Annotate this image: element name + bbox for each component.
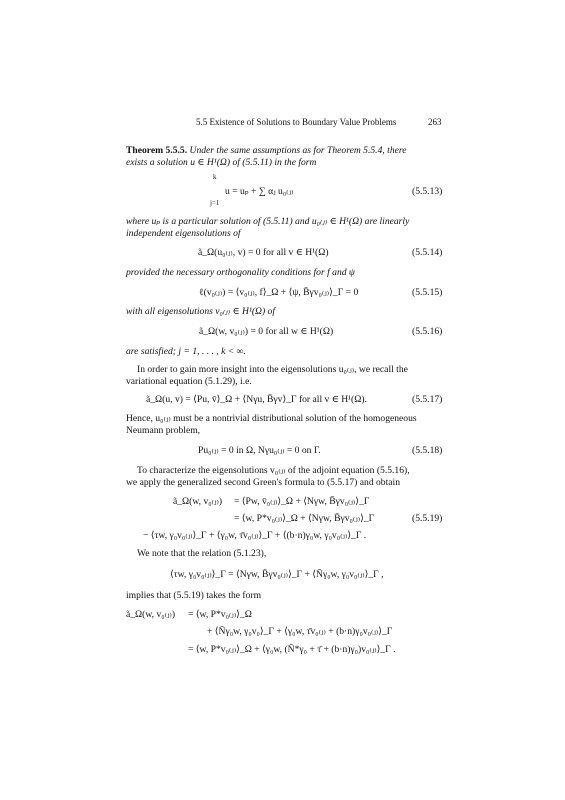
sum-lower-limit: j=1 — [210, 199, 220, 207]
paragraph-3-line-2: we apply the generalized second Green's formula to (5.5.17) and obtain — [126, 477, 400, 488]
equation-5-5-15: ℓ(v₀₍ⱼ₎) = ⟨v₀₍ⱼ₎, f⟩_Ω + ⟨ψ, B̄γv₀₍ⱼ₎⟩_Γ = 0 — [199, 287, 359, 298]
paragraph-1-line-2: variational equation (5.1.29), i.e. — [126, 376, 252, 387]
theorem-label: Theorem 5.5.5. — [126, 145, 188, 156]
equation-5-5-19-line-3: − ⟨τw, γ₀v₀₍ⱼ₎⟩_Γ + ⟨γ₀w, τ̄v₀₍ⱼ₎⟩_Γ + ⟨(b·n)γ₀w, γ₀v₀₍ⱼ₎⟩_Γ . — [143, 530, 367, 541]
text-after-14: provided the necessary orthogonality conditions for f and ψ — [126, 267, 355, 278]
paragraph-1-line-1: In order to gain more insight into the eigensolutions u₀₍ⱼ₎, we recall the — [137, 364, 408, 375]
text-after-13-line-2: independent eigensolutions of — [126, 228, 241, 239]
equation-number-5-5-13: (5.5.13) — [412, 186, 443, 197]
theorem-line-1 — [126, 146, 407, 156]
sum-upper-limit: k — [213, 173, 217, 181]
running-header-title: 5.5 Existence of Solutions to Boundary Value Problems — [196, 117, 397, 127]
final-equation-line-2: + ⟨Ñγ₀w, γ₀v₀⟩_Γ + ⟨γ₀w, τ̄v₀₍ⱼ₎ + (b·n)γ₀v₀₍ⱼ₎⟩_Γ — [207, 626, 393, 637]
equation-number-5-5-18: (5.5.18) — [412, 445, 443, 456]
theorem-text-1: Under the same assumptions as for Theorem 5.5.4, there — [189, 145, 407, 156]
text-after-13-line-1: where uₚ is a particular solution of (5.5.11) and u₀₍ⱼ₎ ∈ H¹(Ω) are linearly — [126, 216, 410, 227]
equation-number-5-5-15: (5.5.15) — [412, 287, 443, 298]
paragraph-2-line-2: Neumann problem, — [126, 425, 201, 436]
paragraph-4: We note that the relation (5.1.23), — [137, 548, 267, 559]
equation-5-5-17: ã_Ω(u, v) = ⟨Pu, v̄⟩_Ω + ⟨Nγu, B̄γv⟩_Γ for all v ∈ H¹(Ω). — [146, 394, 367, 405]
text-after-16: are satisfied; j = 1, . . . , k < ∞. — [126, 346, 246, 357]
equation-number-5-5-14: (5.5.14) — [412, 247, 443, 258]
text-after-15: with all eigensolutions v₀₍ⱼ₎ ∈ H¹(Ω) of — [126, 306, 276, 317]
equation-5-5-19-line-1: = ⟨Pw, v̄₀₍ⱼ₎⟩_Ω + ⟨Nγw, B̄γv₀₍ⱼ₎⟩_Γ — [234, 496, 370, 507]
equation-5-5-14: ã_Ω(u₀₍ⱼ₎, v) = 0 for all v ∈ H¹(Ω) — [198, 247, 329, 258]
paragraph-5: implies that (5.5.19) takes the form — [126, 590, 262, 601]
final-equation-line-1: = ⟨w, P*v₀₍ⱼ₎⟩_Ω — [188, 609, 252, 620]
equation-number-5-5-17: (5.5.17) — [412, 394, 443, 405]
equation-5-5-16: ã_Ω(w, v₀₍ⱼ₎) = 0 for all w ∈ H¹(Ω) — [199, 326, 334, 337]
paragraph-2-line-1: Hence, u₀₍ⱼ₎ must be a nontrivial distributional solution of the homogeneous — [126, 413, 417, 424]
equation-number-5-5-16: (5.5.16) — [412, 326, 443, 337]
final-equation-line-3: = ⟨w, P*v₀₍ⱼ₎⟩_Ω + ⟨γ₀w, (Ñ*γ₀ + τ̄ + (b·n)γ₀)v₀₍ⱼ₎⟩_Γ . — [188, 644, 396, 655]
paragraph-3-line-1: To characterize the eigensolutions v₀₍ⱼ₎ of the adjoint equation (5.5.16), — [137, 465, 410, 476]
equation-relation-5-1-23: ⟨τw, γ₀v₀₍ⱼ₎⟩_Γ = ⟨Nγw, B̄γv₀₍ⱼ₎⟩_Γ + ⟨Ñγ₀w, γ₀v₀₍ⱼ₎⟩_Γ , — [170, 569, 384, 580]
theorem-line-2: exists a solution u ∈ H¹(Ω) of (5.5.11) in the form — [126, 157, 317, 168]
equation-number-5-5-19: (5.5.19) — [412, 513, 443, 524]
equation-5-5-18: Pu₀₍ⱼ₎ = 0 in Ω, Nγu₀₍ⱼ₎ = 0 on Γ. — [198, 445, 321, 456]
equation-5-5-13: u = uₚ + ∑ αⱼ u₀₍ⱼ₎ — [225, 186, 294, 197]
page-number: 263 — [428, 117, 442, 127]
equation-5-5-19-line-2: = ⟨w, P*v₀₍ⱼ₎⟩_Ω + ⟨Nγw, B̄γv₀₍ⱼ₎⟩_Γ — [234, 513, 375, 524]
final-equation-lhs: ã_Ω(w, v₀₍ⱼ₎) — [126, 609, 176, 620]
equation-5-5-19-lhs: ã_Ω(w, v₀₍ⱼ₎) — [173, 496, 223, 507]
